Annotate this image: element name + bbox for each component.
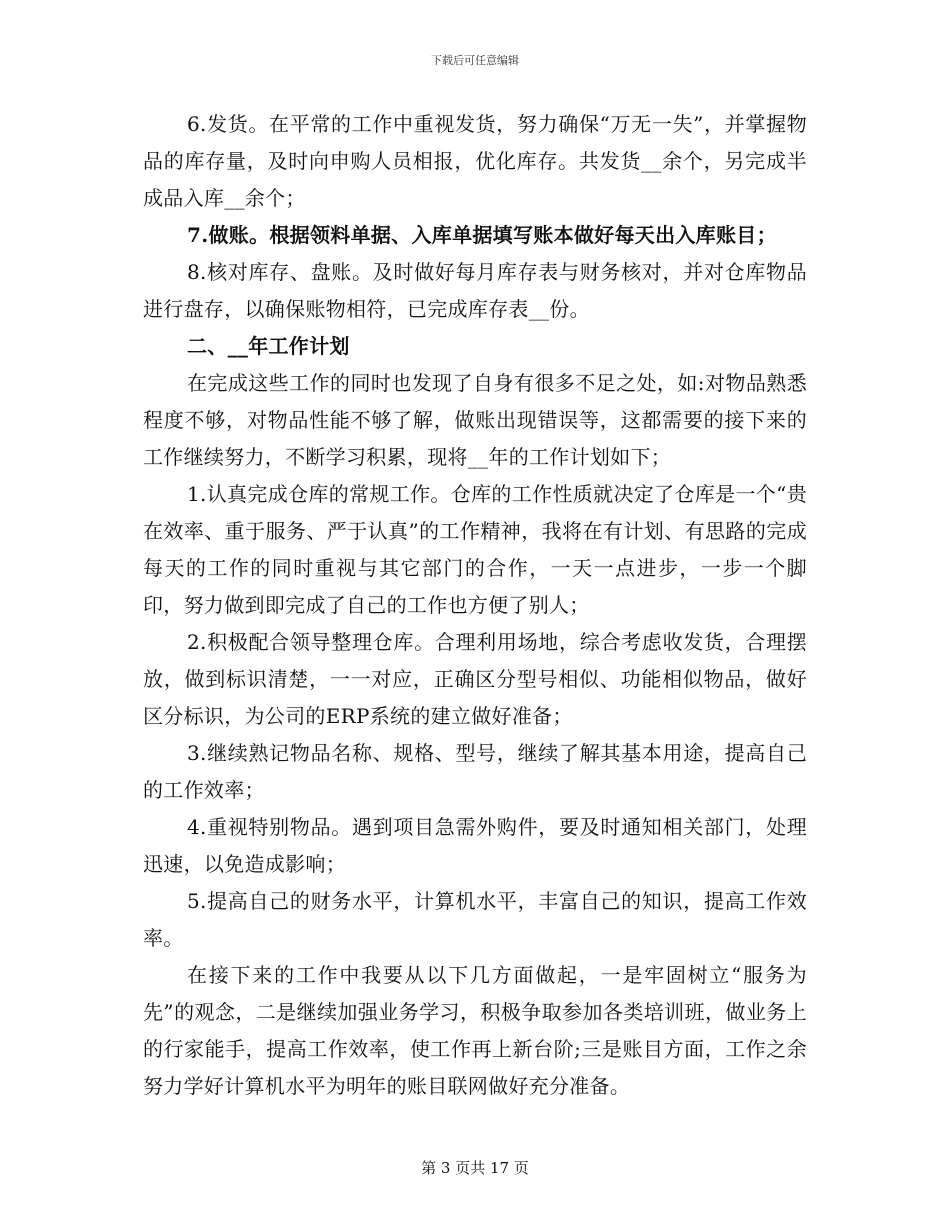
- paragraph-plan-item-2: 2.积极配合领导整理仓库。合理利用场地，综合考虑收发货，合理摆放，做到标识清楚，一一对应，正确区分型号相似、功能相似物品，做好区分标识，为公司的ERP系统的建立做好准备；: [143, 630, 807, 728]
- paragraph-plan-item-4: 4.重视特别物品。遇到项目急需外购件，要及时通知相关部门，处理迅速，以免造成影响；: [143, 815, 807, 876]
- document-body: [143, 106, 807, 1105]
- section-heading-work-plan: 二、__年工作计划: [187, 334, 350, 358]
- page-footer: 第 3 页共 17 页: [421, 1159, 529, 1177]
- paragraph-plan-item-1: 1.认真完成仓库的常规工作。仓库的工作性质就决定了仓库是一个“贵在效率、重于服务、严于认真”的工作精神，我将在有计划、有思路的完成每天的工作的同时重视与其它部门的合作，一天一点进步，一步一个脚印，努力做到即完成了自己的工作也方便了别人；: [143, 482, 807, 617]
- paragraph-inventory-check: 8.核对库存、盘账。及时做好每月库存表与财务核对，并对仓库物品进行盘存，以确保账物相符，已完成库存表__份。: [143, 260, 807, 321]
- paragraph-plan-item-5: 5.提高自己的财务水平，计算机水平，丰富自己的知识，提高工作效率。: [143, 889, 807, 950]
- paragraph-bookkeeping: 7.做账。根据领料单据、入库单据填写账本做好每天出入库账目；: [187, 223, 777, 247]
- paragraph-conclusion: 在接下来的工作中我要从以下几方面做起，一是牢固树立“服务为先”的观念，二是继续加强业务学习，积极争取参加各类培训班，做业务上的行家能手，提高工作效率，使工作再上新台阶;三是账目方面，工作之余努力学好计算机水平为明年的账目联网做好充分准备。: [143, 963, 807, 1098]
- paragraph-shipping: 6.发货。在平常的工作中重视发货，努力确保“万无一失”，并掌握物品的库存量，及时向申购人员相报，优化库存。共发货__余个，另完成半成品入库__余个；: [143, 112, 807, 210]
- page-header: 下载后可任意编辑: [431, 54, 519, 67]
- paragraph-plan-intro: 在完成这些工作的同时也发现了自身有很多不足之处，如:对物品熟悉程度不够，对物品性能不够了解，做账出现错误等，这都需要的接下来的工作继续努力，不断学习积累，现将__年的工作计划如下；: [143, 371, 807, 469]
- paragraph-plan-item-3: 3.继续熟记物品名称、规格、型号，继续了解其基本用途，提高自己的工作效率；: [143, 741, 807, 802]
